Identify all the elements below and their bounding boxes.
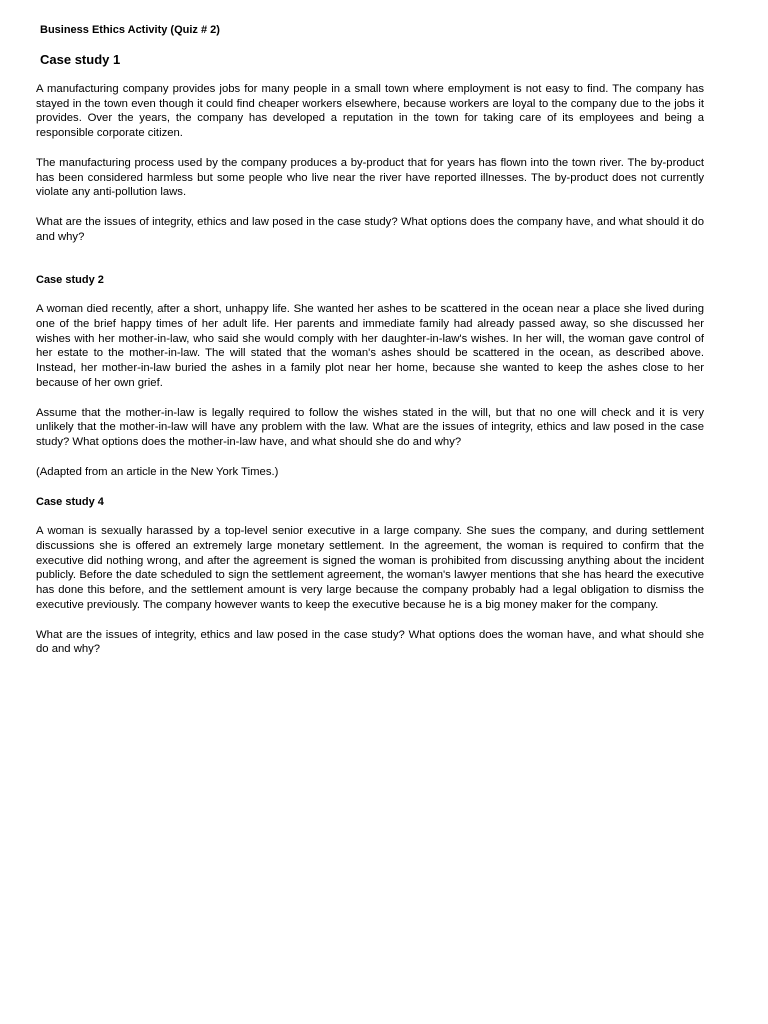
case-study-2-source-note: (Adapted from an article in the New York Times.): [36, 465, 279, 478]
document-title: Business Ethics Activity (Quiz # 2): [40, 24, 220, 36]
case-study-2-question: Assume that the mother-in-law is legally required to follow the wishes stated in the will, but that no one will check and it is very unlikely that the mother-in-law will have any problem with the law. What are the issues of integrity, ethics and law posed in the case study? What options does the mother-in-law have, and what should she do and why?: [36, 406, 704, 448]
case-study-1-paragraph-2: The manufacturing process used by the company produces a by-product that for years has flown into the town river. The by-product has been considered harmless but some people who live near the river have reported illnesses. The by-product does not currently violate any anti-pollution laws.: [36, 156, 704, 199]
case-study-2-heading: Case study 2: [36, 274, 104, 287]
case-study-1-question: What are the issues of integrity, ethics and law posed in the case study? What options does the company have, and what should it do and why?: [36, 215, 704, 243]
case-study-1-heading: Case study 1: [40, 52, 121, 67]
case-study-4-heading: Case study 4: [36, 496, 104, 509]
case-study-2-paragraph-1: A woman died recently, after a short, unhappy life. She wanted her ashes to be scattered in the ocean near a place she lived during one of the brief happy times of her adult life. Her parents and immediate family had already passed away, so she discussed her wishes with her mother-in-law, who said she would comply with her daughter-in-law's wishes. In her will, the woman gave control of her estate to the mother-in-law. The will stated that the woman's ashes should be scattered in the ocean, as described above. Instead, her mother-in-law buried the ashes in a family plot near her home, because she wanted to keep the ashes close to her because of her own grief.: [36, 303, 704, 389]
case-study-4-question: What are the issues of integrity, ethics and law posed in the case study? What options does the woman have, and what should she do and why?: [36, 628, 704, 656]
case-study-1-paragraph-1: A manufacturing company provides jobs for many people in a small town where employment is not easy to find. The company has stayed in the town even though it could find cheaper workers elsewhere, because workers are loyal to the company due to the jobs it provides. Over the years, the company has developed a reputation in the town for taking care of its employees and being a responsible corporate citizen.: [36, 83, 704, 140]
case-study-4-paragraph-1: A woman is sexually harassed by a top-level senior executive in a large company. She sues the company, and during settlement discussions she is offered an extremely large monetary settlement. In the agreement, the woman is required to confirm that the executive did nothing wrong, and after the agreement is signed the woman is prohibited from discussing anything about the incident publicly. Before the date scheduled to sign the settlement agreement, the woman's lawyer mentions that she has heard the executive has done this before, and the settlement amount is very large because the company probably had a legal obligation to dismiss the executive previously. The company however wants to keep the executive because he is a big money maker for the company.: [36, 525, 704, 611]
document-page: [36, 22, 704, 657]
